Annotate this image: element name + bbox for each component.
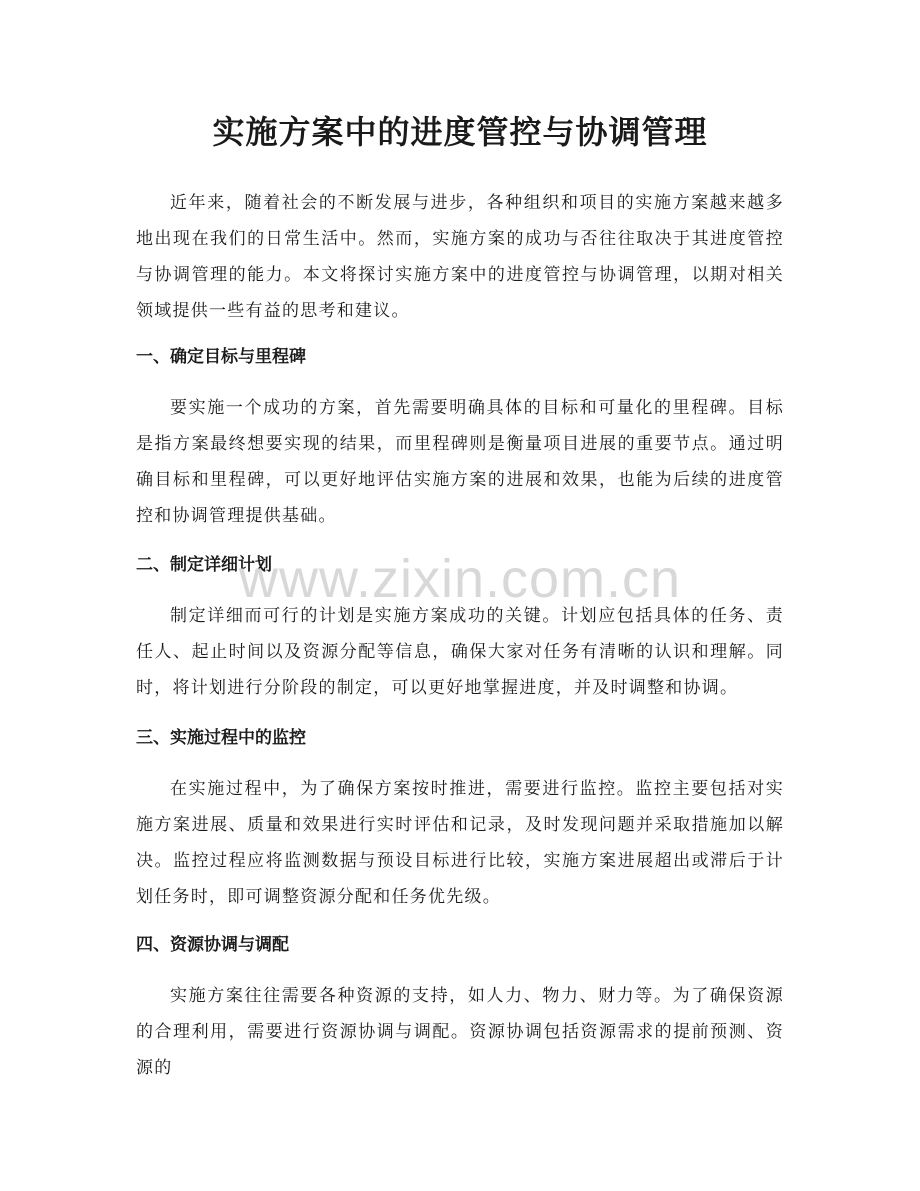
document-title: 实施方案中的进度管控与协调管理: [212, 113, 708, 151]
section-3-body: 在实施过程中，为了确保方案按时推进，需要进行监控。监控主要包括对实施方案进展、质量和效果进行实时评估和记录，及时发现问题并采取措施加以解决。监控过程应将监测数据与预设目标进行比较，实施方案进展超出或滞后于计划任务时，即可调整资源分配和任务优先级。: [136, 779, 784, 907]
section-2-body: 制定详细而可行的计划是实施方案成功的关键。计划应包括具体的任务、责任人、起止时间以及资源分配等信息，确保大家对任务有清晰的认识和理解。同时，将计划进行分阶段的制定，可以更好地掌握进度，并及时调整和协调。: [136, 606, 784, 698]
intro-paragraph: 近年来，随着社会的不断发展与进步，各种组织和项目的实施方案越来越多地出现在我们的日常生活中。然而，实施方案的成功与否往往取决于其进度管控与协调管理的能力。本文将探讨实施方案中的进度管控与协调管理，以期对相关领域提供一些有益的思考和建议。: [136, 193, 784, 321]
section-3-heading: 三、实施过程中的监控: [136, 728, 306, 748]
section-4-heading: 四、资源协调与调配: [136, 935, 289, 955]
section-1-body: 要实施一个成功的方案，首先需要明确具体的目标和可量化的里程碑。目标是指方案最终想要实现的结果，而里程碑则是衡量项目进展的重要节点。通过明确目标和里程碑，可以更好地评估实施方案的进展和效果，也能为后续的进度管控和协调管理提供基础。: [136, 398, 784, 526]
section-2-heading: 二、制定详细计划: [136, 555, 272, 575]
section-1-heading: 一、确定目标与里程碑: [136, 347, 306, 367]
section-4-body: 实施方案往往需要各种资源的支持，如人力、物力、财力等。为了确保资源的合理利用，需要进行资源协调与调配。资源协调包括资源需求的提前预测、资源的: [136, 986, 784, 1078]
watermark: www.zixin.com.cn: [238, 549, 682, 609]
